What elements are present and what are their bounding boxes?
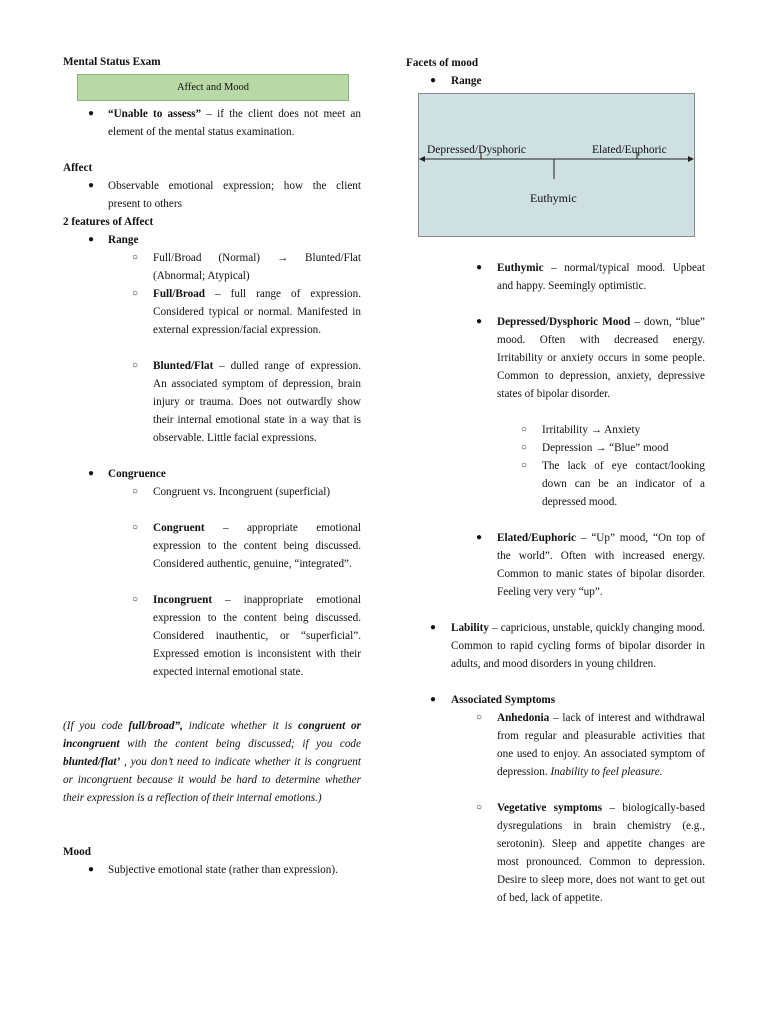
congruence-label: Congruence [108, 468, 166, 480]
mood-definition: Subjective emotional state (rather than expression). [108, 864, 338, 876]
range-item: Full/Broad – full range of expression. Considered typical or normal. Manifested in external expression/facial expression. [153, 288, 361, 336]
anhedonia-item: Anhedonia – lack of interest and withdrawal from regular and pleasurable activities that one used to enjoy. An associated symptom of depression. Inability to feel pleasure. [497, 712, 705, 778]
circle-bullet-icon: ○ [476, 802, 483, 813]
range-item: Blunted/Flat – dulled range of expression. An associated symptom of depression, brain injury or trauma. Does not outwardly show their internal emotional state in a way that is observable. Little facial expressions. [153, 360, 361, 444]
depressed-sub-item: The lack of eye contact/looking down can be an indicator of a depressed mood. [542, 460, 705, 508]
depressed-item: Depressed/Dysphoric Mood – down, “blue” mood. Often with decreased energy. Irritability or anxiety occurs in some people. Common to depression, anxiety, depressive states of bipolar disorder. [497, 316, 705, 400]
circle-bullet-icon: ○ [132, 252, 139, 263]
bullet-icon: ● [430, 622, 437, 633]
circle-bullet-icon: ○ [521, 424, 528, 435]
bullet-icon: ● [476, 316, 483, 327]
bullet-icon: ● [476, 532, 483, 543]
lability-item: Lability – capricious, unstable, quickly changing mood. Common to rapid cycling forms of bipolar disorder in adults, and mood disorders in young children. [451, 622, 705, 670]
facets-range-label: Range [451, 75, 482, 87]
circle-bullet-icon: ○ [132, 594, 139, 605]
unable-to-assess: “Unable to assess” – if the client does not meet an element of the mental status examination. [108, 108, 361, 138]
circle-bullet-icon: ○ [521, 442, 528, 453]
bullet-icon: ● [88, 180, 95, 191]
bullet-icon: ● [430, 75, 437, 86]
bullet-icon: ● [88, 468, 95, 479]
facets-heading: Facets of mood [406, 57, 479, 69]
range-label: Range [108, 234, 139, 246]
page-title: Mental Status Exam [63, 56, 161, 68]
coding-note: (If you code full/broad”, indicate whether it is congruent or incongruent with the content being discussed; if you code blunted/flat’ , you don’t need to indicate whether it is congruent or incongruent because it would be hard to determine whether their expression is a reflection of their internal emotions.) [63, 720, 361, 804]
circle-bullet-icon: ○ [132, 522, 139, 533]
mood-axis [419, 149, 694, 184]
mood-range-diagram [418, 93, 695, 237]
circle-bullet-icon: ○ [132, 360, 139, 371]
bullet-icon: ● [476, 262, 483, 273]
circle-bullet-icon: ○ [132, 288, 139, 299]
bullet-icon: ● [430, 694, 437, 705]
bullet-icon: ● [88, 864, 95, 875]
range-item: Full/Broad (Normal) → Blunted/Flat (Abnormal; Atypical) [153, 252, 361, 282]
depressed-sub-item: Irritability → Anxiety [542, 424, 641, 436]
vegetative-item: Vegetative symptoms – biologically-based dysregulations in brain chemistry (e.g., serotonin). Sleep and appetite changes are most pronounced. Common to depression. Desire to sleep more, does not want to get out of bed, lack of appetite. [497, 802, 705, 904]
affect-heading: Affect [63, 162, 93, 174]
associated-symptoms-label: Associated Symptoms [451, 694, 556, 706]
euthymic-label: Euthymic [530, 191, 577, 205]
circle-bullet-icon: ○ [132, 486, 139, 497]
bullet-icon: ● [88, 108, 95, 119]
elated-label: Elated/Euphoric [592, 144, 667, 156]
features-heading: 2 features of Affect [63, 216, 154, 228]
circle-bullet-icon: ○ [521, 460, 528, 471]
congruence-item: Congruent vs. Incongruent (superficial) [153, 486, 331, 498]
section-band: Affect and Mood [77, 74, 349, 101]
affect-definition: Observable emotional expression; how the client present to others [108, 180, 361, 210]
mood-heading: Mood [63, 846, 91, 858]
congruence-item: Incongruent – inappropriate emotional expression to the content being discussed. Considered inauthentic, or “superficial”. Expressed emotion is inconsistent with their expected internal emotional state. [153, 594, 361, 678]
bullet-icon: ● [88, 234, 95, 245]
elated-item: Elated/Euphoric – “Up” mood, “On top of the world”. Often with increased energy. Common to manic states of bipolar disorder. Feeling very very “up”. [497, 532, 705, 598]
congruence-item: Congruent – appropriate emotional expression to the content being discussed. Considered authentic, genuine, “integrated”. [153, 522, 361, 570]
euthymic-item: Euthymic – normal/typical mood. Upbeat and happy. Seemingly optimistic. [497, 262, 705, 292]
depressed-label: Depressed/Dysphoric [427, 144, 527, 156]
depressed-sub-item: Depression → “Blue” mood [542, 442, 669, 454]
circle-bullet-icon: ○ [476, 712, 483, 723]
